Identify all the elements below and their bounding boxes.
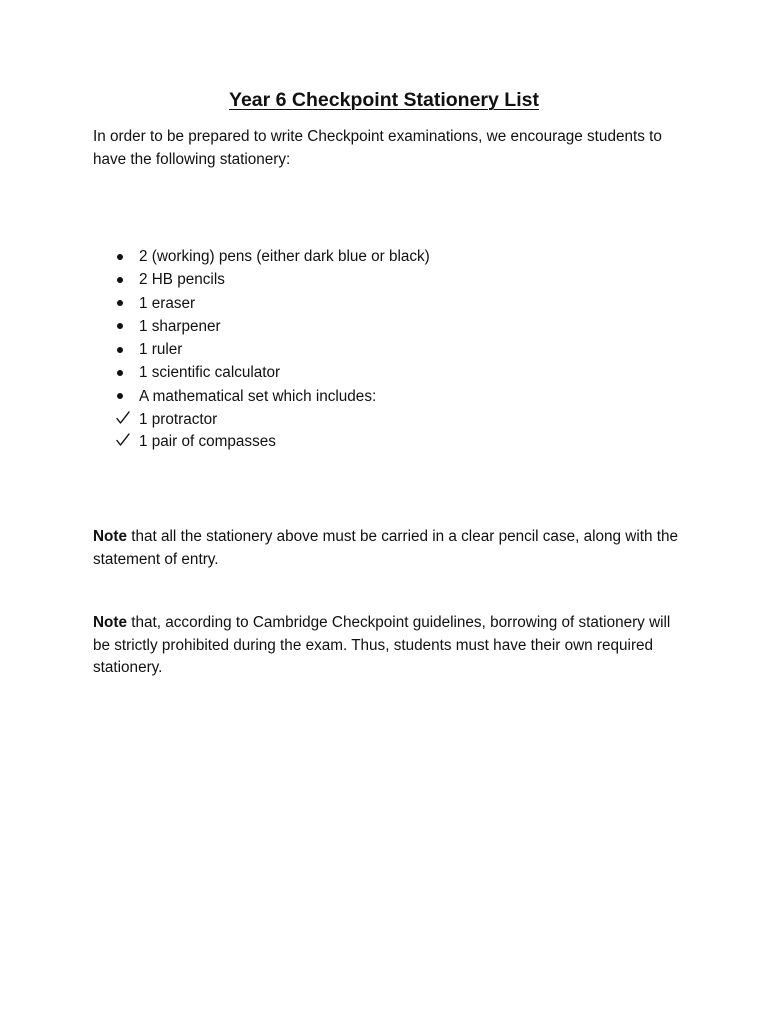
note-label: Note [93,528,127,545]
bullet-icon [117,300,123,306]
bullet-icon [117,323,123,329]
note-text: that, according to Cambridge Checkpoint guidelines, borrowing of stationery will be strictly prohibited during the exam. Thus, students must have their own required stationery. [93,614,671,676]
list-item [93,315,683,338]
note-paragraph [93,612,683,680]
intro-paragraph: In order to be prepared to write Checkpoint examinations, we encourage students to have the following stationery: [93,128,662,168]
list-item-text: 1 sharpener [139,317,221,335]
list-item-text: 2 (working) pens (either dark blue or black) [139,248,430,265]
list-item-text: 1 ruler [139,341,183,359]
bullet-icon [117,347,123,353]
list-item [93,385,683,408]
bullet-icon [117,277,123,283]
checkmark-icon [115,410,131,426]
note-label: Note [93,614,127,631]
document-title-text: Year 6 Checkpoint Stationery List [229,89,539,111]
list-item-text: 2 HB pencils [139,271,225,289]
list-item [93,292,683,315]
list-item-text: 1 pair of compasses [139,433,276,451]
document-title [0,86,768,114]
list-item [93,268,683,291]
checkmark-icon [115,432,131,448]
list-item [93,408,683,430]
list-item [93,430,683,452]
stationery-list [93,245,683,452]
list-item [93,245,683,268]
note-paragraph [93,526,683,571]
list-item-text: 1 protractor [139,411,218,429]
list-item [93,361,683,384]
note-text: that all the stationery above must be carried in a clear pencil case, along with the statement of entry. [93,528,678,568]
list-item-text: 1 eraser [139,294,196,312]
list-item-text: 1 scientific calculator [139,364,281,382]
bullet-icon [117,370,123,376]
list-item-text: A mathematical set which includes: [139,387,377,405]
list-item [93,338,683,361]
bullet-icon [117,254,123,260]
bullet-icon [117,393,123,399]
